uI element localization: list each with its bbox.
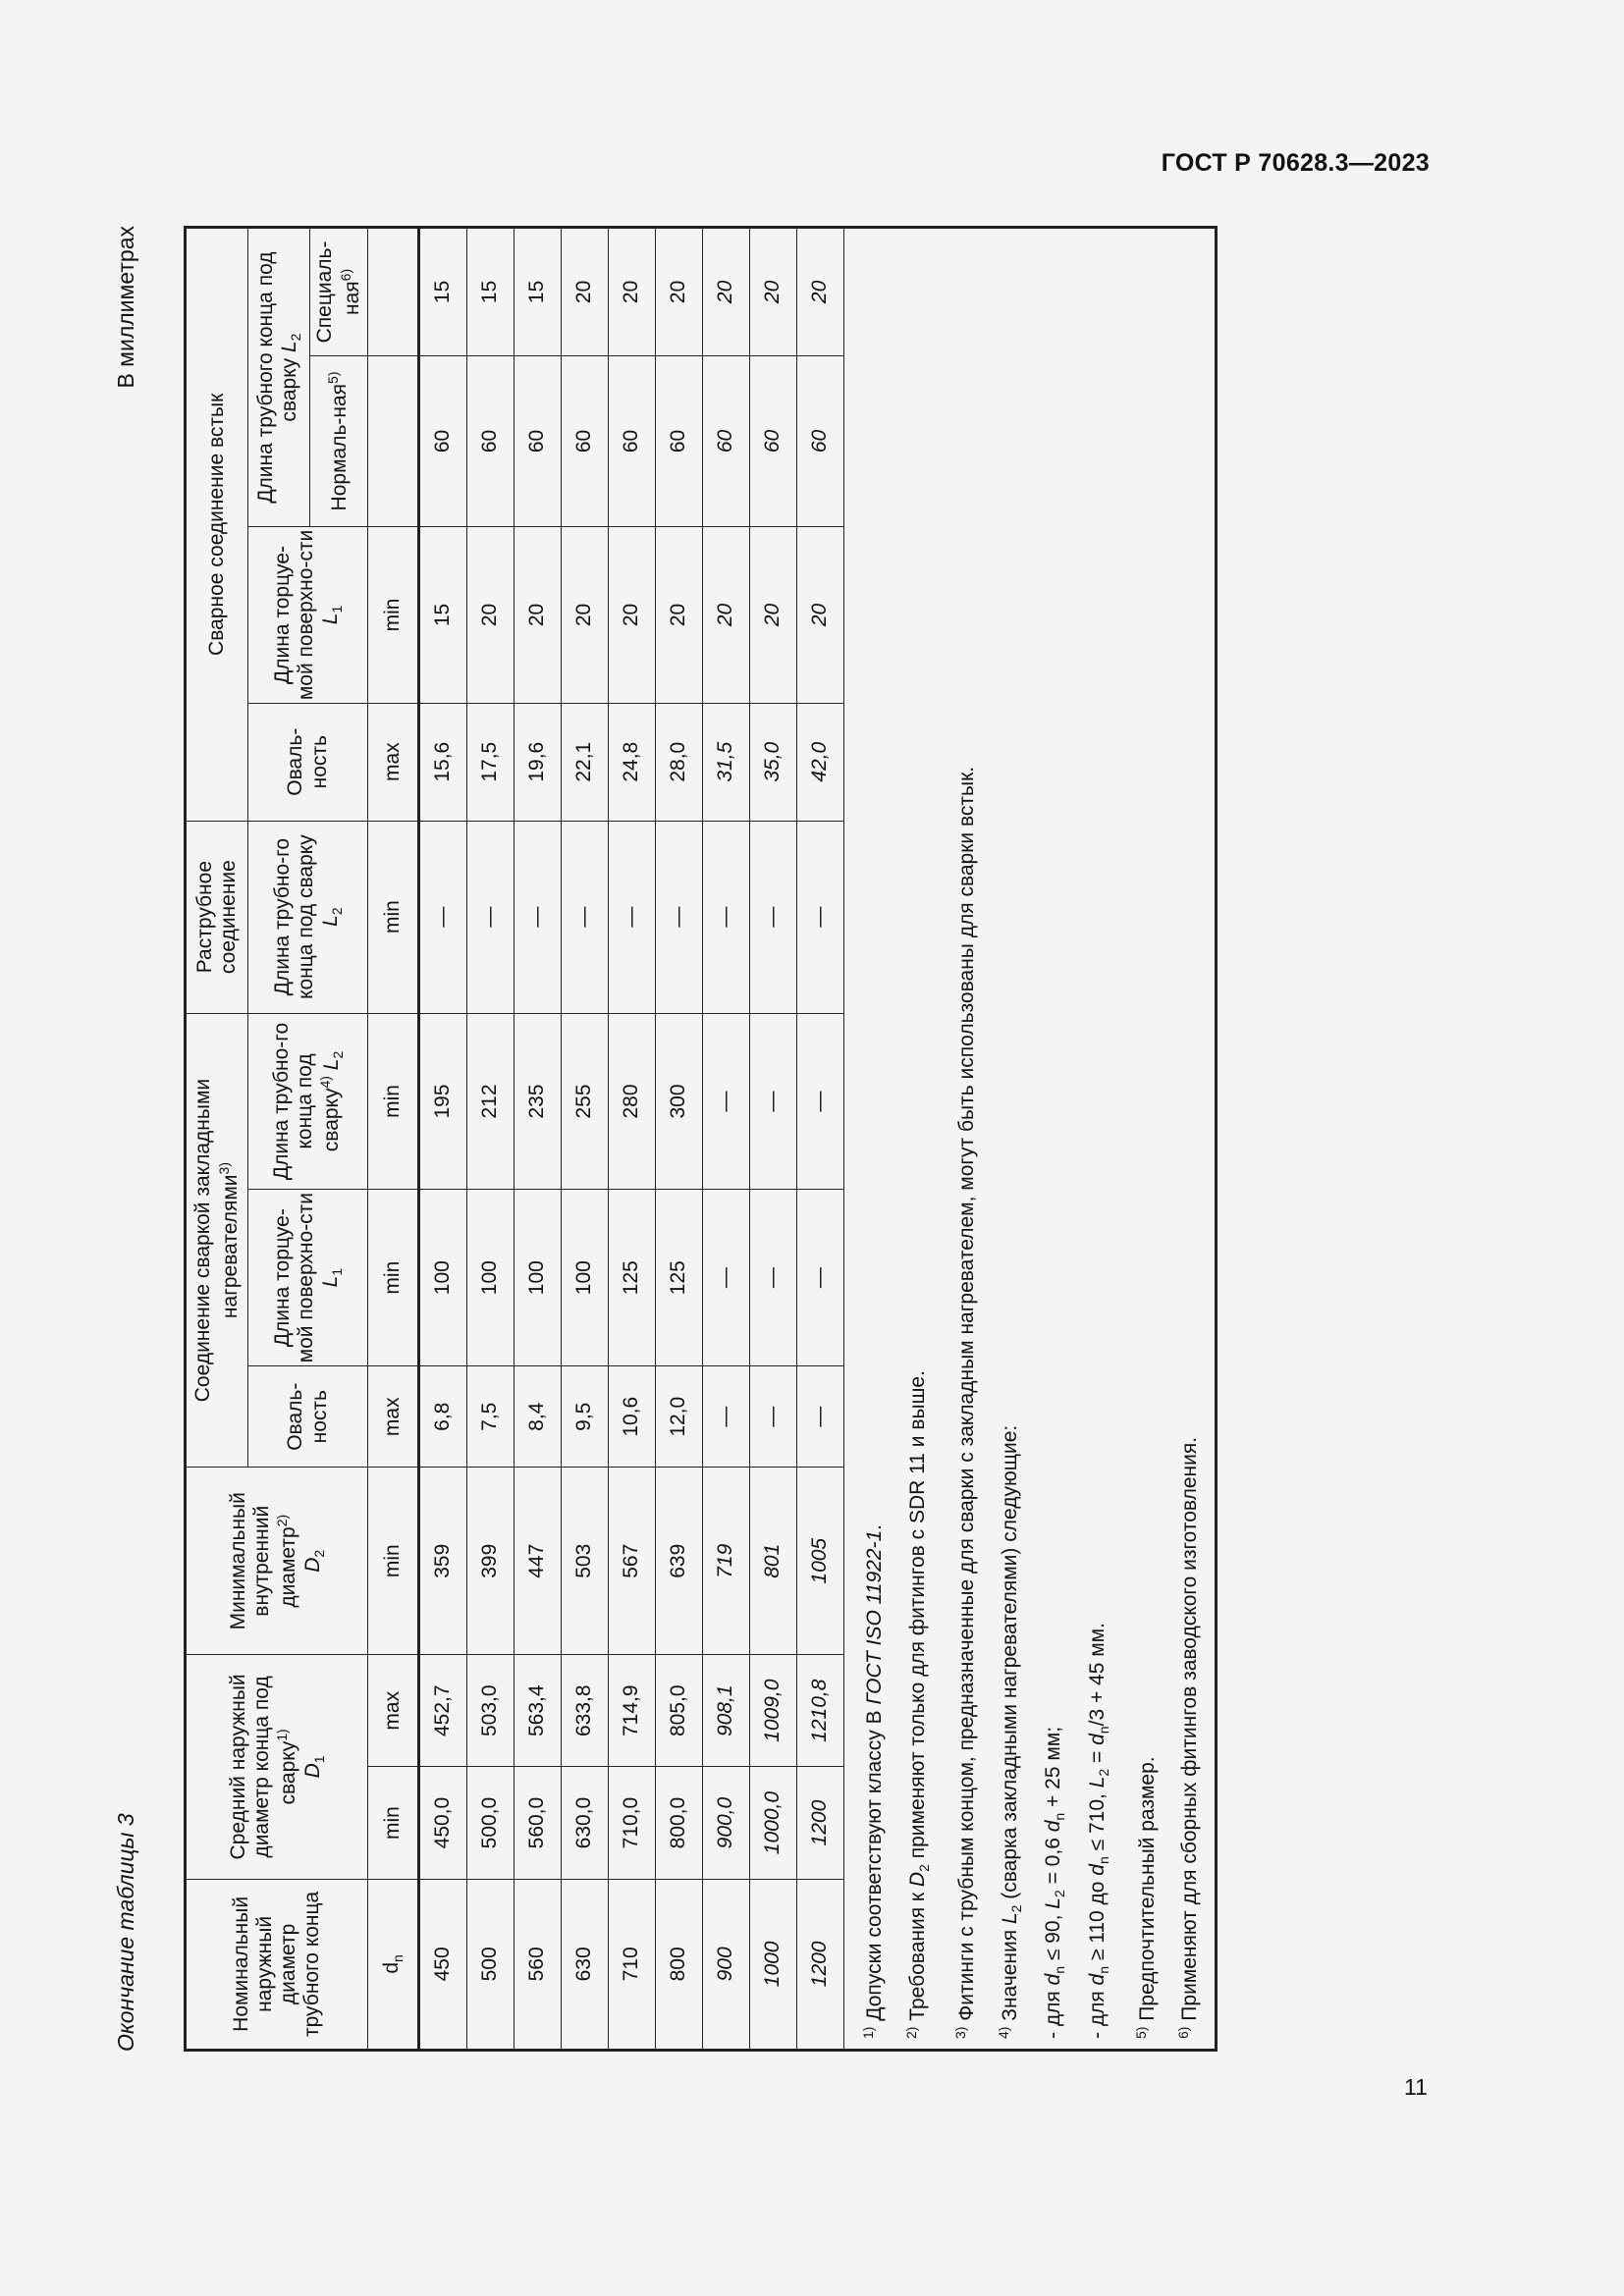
unit-cell: min: [368, 821, 419, 1013]
footnote-3: $^{3)}$ Фитинги с трубным концом, предназначенные для сварки с закладным нагревателем, могут быть использованы для сварки встык.: [952, 766, 979, 2039]
cell-butt-l2-special: 20: [562, 228, 609, 356]
cell-butt-l2-normal: 60: [797, 355, 844, 526]
cell-butt-l2-normal: 60: [467, 355, 514, 526]
cell-ef-oval: —: [797, 1366, 844, 1468]
cell-butt-oval: 42,0: [797, 703, 844, 821]
cell-butt-oval: 17,5: [467, 703, 514, 821]
cell-d2-min: 447: [514, 1468, 562, 1655]
header-socket: Раструбное соединение: [186, 821, 248, 1013]
cell-butt-l1: 20: [514, 527, 562, 704]
cell-butt-oval: 22,1: [562, 703, 609, 821]
cell-butt-oval: 19,6: [514, 703, 562, 821]
cell-ef-l2: —: [797, 1013, 844, 1190]
cell-d1-max: 1210,8: [797, 1655, 844, 1767]
cell-d1-min: 1200: [797, 1767, 844, 1879]
cell-butt-l1: 20: [656, 527, 703, 704]
cell-butt-l2-special: 15: [467, 228, 514, 356]
cell-butt-oval: 15,6: [419, 703, 467, 821]
cell-d2-min: 399: [467, 1468, 514, 1655]
cell-d2-min: 567: [609, 1468, 656, 1655]
cell-d1-min: 900,0: [703, 1767, 750, 1879]
cell-ef-l2: 195: [419, 1013, 467, 1190]
table-row: [514, 228, 562, 2051]
cell-dn: 630: [562, 1879, 609, 2050]
cell-d1-max: 908,1: [703, 1655, 750, 1767]
cell-socket-l2: —: [750, 821, 797, 1013]
cell-butt-l2-normal: 60: [514, 355, 562, 526]
cell-dn: 1000: [750, 1879, 797, 2050]
cell-butt-l1: 20: [562, 527, 609, 704]
cell-butt-l2-normal: 60: [703, 355, 750, 526]
cell-d1-max: 805,0: [656, 1655, 703, 1767]
cell-ef-l1: 100: [467, 1190, 514, 1366]
cell-ef-l1: 100: [514, 1190, 562, 1366]
header-butt-l1: Длина торцуе-мой поверхно-сти $L_1$: [248, 527, 368, 704]
cell-butt-l2-special: 20: [703, 228, 750, 356]
header-butt-l2-normal: Нормаль-ная$^{5)}$: [310, 355, 368, 526]
unit-cell: min: [368, 1013, 419, 1190]
cell-d2-min: 639: [656, 1468, 703, 1655]
cell-dn: 800: [656, 1879, 703, 2050]
unit-cell: min: [368, 1468, 419, 1655]
footnote-6: $^{6)}$ Применяют для сборных фитингов заводского изготовления.: [1175, 1436, 1202, 2039]
header-ef-l2: Длина трубно-го конца под сварку$^{4)}$ $L_2$: [248, 1013, 368, 1190]
cell-ef-l2: 300: [656, 1013, 703, 1190]
cell-ef-oval: —: [703, 1366, 750, 1468]
unit-cell: min: [368, 1767, 419, 1879]
cell-d1-max: 563,4: [514, 1655, 562, 1767]
cell-ef-l2: 255: [562, 1013, 609, 1190]
cell-butt-oval: 28,0: [656, 703, 703, 821]
page-number: 11: [1404, 2074, 1428, 2100]
table-row: [419, 228, 467, 2051]
cell-socket-l2: —: [467, 821, 514, 1013]
unit-cell: min: [368, 1190, 419, 1366]
cell-ef-oval: 8,4: [514, 1366, 562, 1468]
cell-d2-min: 719: [703, 1468, 750, 1655]
cell-d2-min: 503: [562, 1468, 609, 1655]
cell-ef-l1: 125: [609, 1190, 656, 1366]
cell-ef-l1: —: [703, 1190, 750, 1366]
header-dn: Номинальный наружный диаметр трубного конца: [186, 1879, 368, 2050]
header-ef-l1: Длина торцуе-мой поверхно-сти $L_1$: [248, 1190, 368, 1366]
unit-cell: max: [368, 1655, 419, 1767]
cell-butt-l2-special: 15: [419, 228, 467, 356]
cell-dn: 900: [703, 1879, 750, 2050]
cell-butt-oval: 24,8: [609, 703, 656, 821]
cell-butt-l2-normal: 60: [609, 355, 656, 526]
cell-butt-l2-special: 20: [750, 228, 797, 356]
cell-butt-l2-special: 20: [656, 228, 703, 356]
units-caption: В миллиметрах: [113, 226, 138, 389]
table-row: [797, 228, 844, 2051]
cell-ef-l1: —: [797, 1190, 844, 1366]
cell-ef-oval: 6,8: [419, 1366, 467, 1468]
cell-ef-l2: —: [750, 1013, 797, 1190]
header-butt-l2-special: Специаль-ная$^{6)}$: [310, 228, 368, 356]
footnote-1: $^{1)}$ Допуски соответствуют классу B ГОСТ ISO 11922-1.: [860, 1523, 886, 2039]
cell-d1-min: 1000,0: [750, 1767, 797, 1879]
footnote-4-case-b: - для $d_n \ge 110$ до $d_n \le 710$, $L_2 = d_n/3 + 45$ мм.: [1086, 1623, 1112, 2039]
table-row: [467, 228, 514, 2051]
cell-butt-l2-normal: 60: [562, 355, 609, 526]
cell-socket-l2: —: [656, 821, 703, 1013]
table-row: [750, 228, 797, 2051]
cell-d2-min: 359: [419, 1468, 467, 1655]
cell-butt-l2-normal: 60: [419, 355, 467, 526]
rotated-table-frame: [113, 226, 1202, 2052]
cell-butt-l1: 15: [419, 527, 467, 704]
cell-d1-min: 560,0: [514, 1767, 562, 1879]
cell-butt-l2-special: 20: [797, 228, 844, 356]
header-butt: Сварное соединение встык: [186, 228, 248, 822]
cell-ef-oval: 12,0: [656, 1366, 703, 1468]
footnote-5: $^{5)}$ Предпочтительный размер.: [1132, 1756, 1159, 2039]
cell-butt-oval: 31,5: [703, 703, 750, 821]
cell-d1-min: 800,0: [656, 1767, 703, 1879]
cell-d1-max: 452,7: [419, 1655, 467, 1767]
header-d2: Минимальный внутренний диаметр$^{2)}$ $D_2$: [186, 1468, 368, 1655]
cell-ef-oval: 7,5: [467, 1366, 514, 1468]
cell-d2-min: 1005: [797, 1468, 844, 1655]
cell-dn: 450: [419, 1879, 467, 2050]
table-row: [703, 228, 750, 2051]
header-socket-l2: Длина трубно-го конца под сварку $L_2$: [248, 821, 368, 1013]
cell-dn: 1200: [797, 1879, 844, 2050]
header-butt-oval: Оваль-ность: [248, 703, 368, 821]
cell-ef-oval: 9,5: [562, 1366, 609, 1468]
cell-d1-min: 500,0: [467, 1767, 514, 1879]
cell-socket-l2: —: [609, 821, 656, 1013]
cell-butt-l2-special: 20: [609, 228, 656, 356]
footnote-2: $^{2)}$ Требования к $D_2$ применяют только для фитингов с SDR 11 и выше.: [902, 1370, 932, 2039]
cell-ef-l1: 100: [419, 1190, 467, 1366]
cell-ef-oval: 10,6: [609, 1366, 656, 1468]
cell-d1-max: 1009,0: [750, 1655, 797, 1767]
header-dn-symbol: $d_n$: [368, 1879, 419, 2050]
cell-d1-max: 714,9: [609, 1655, 656, 1767]
header-d1: Средний наружный диаметр конца под сварку$^{1)}$ $D_1$: [186, 1655, 368, 1880]
cell-butt-l1: 20: [467, 527, 514, 704]
footnote-4-case-a: - для $d_n \le 90$, $L_2 = 0,6$ $d_n + 25$ мм;: [1042, 1726, 1068, 2039]
cell-dn: 560: [514, 1879, 562, 2050]
table-row: [562, 228, 609, 2051]
cell-dn: 500: [467, 1879, 514, 2050]
cell-butt-l2-normal: 60: [656, 355, 703, 526]
footnotes: [844, 228, 1217, 2051]
cell-socket-l2: —: [797, 821, 844, 1013]
unit-cell: [368, 228, 419, 356]
cell-ef-l1: 125: [656, 1190, 703, 1366]
cell-d1-min: 450,0: [419, 1767, 467, 1879]
cell-d1-max: 633,8: [562, 1655, 609, 1767]
dimensions-table: [184, 226, 1218, 2052]
cell-dn: 710: [609, 1879, 656, 2050]
cell-butt-l1: 20: [703, 527, 750, 704]
cell-ef-l2: 280: [609, 1013, 656, 1190]
table-continuation-caption: Окончание таблицы 3: [113, 1813, 138, 2052]
footnote-4: $^{4)}$ Значения $L_2$ (сварка закладными нагревателями) следующие:: [995, 1424, 1024, 2039]
document-id: ГОСТ Р 70628.3—2023: [1161, 149, 1430, 177]
cell-socket-l2: —: [419, 821, 467, 1013]
cell-ef-l2: —: [703, 1013, 750, 1190]
cell-ef-l2: 212: [467, 1013, 514, 1190]
header-butt-l2: Длина трубного конца под сварку $L_2$: [248, 228, 310, 527]
table-row: [656, 228, 703, 2051]
cell-d1-min: 710,0: [609, 1767, 656, 1879]
cell-d2-min: 801: [750, 1468, 797, 1655]
unit-cell: max: [368, 1366, 419, 1468]
cell-ef-l1: 100: [562, 1190, 609, 1366]
cell-butt-l1: 20: [750, 527, 797, 704]
cell-socket-l2: —: [703, 821, 750, 1013]
cell-butt-l2-special: 15: [514, 228, 562, 356]
unit-cell: max: [368, 703, 419, 821]
cell-d1-max: 503,0: [467, 1655, 514, 1767]
cell-ef-l2: 235: [514, 1013, 562, 1190]
cell-socket-l2: —: [562, 821, 609, 1013]
cell-butt-l1: 20: [609, 527, 656, 704]
table-row: [609, 228, 656, 2051]
header-electrofusion: Соединение сваркой закладными нагревателями$^{3)}$: [186, 1013, 248, 1468]
cell-ef-l1: —: [750, 1190, 797, 1366]
unit-cell: [368, 355, 419, 526]
cell-ef-oval: —: [750, 1366, 797, 1468]
cell-butt-l2-normal: 60: [750, 355, 797, 526]
unit-cell: min: [368, 527, 419, 704]
header-ef-oval: Оваль-ность: [248, 1366, 368, 1468]
cell-socket-l2: —: [514, 821, 562, 1013]
cell-d1-min: 630,0: [562, 1767, 609, 1879]
cell-butt-l1: 20: [797, 527, 844, 704]
cell-butt-oval: 35,0: [750, 703, 797, 821]
